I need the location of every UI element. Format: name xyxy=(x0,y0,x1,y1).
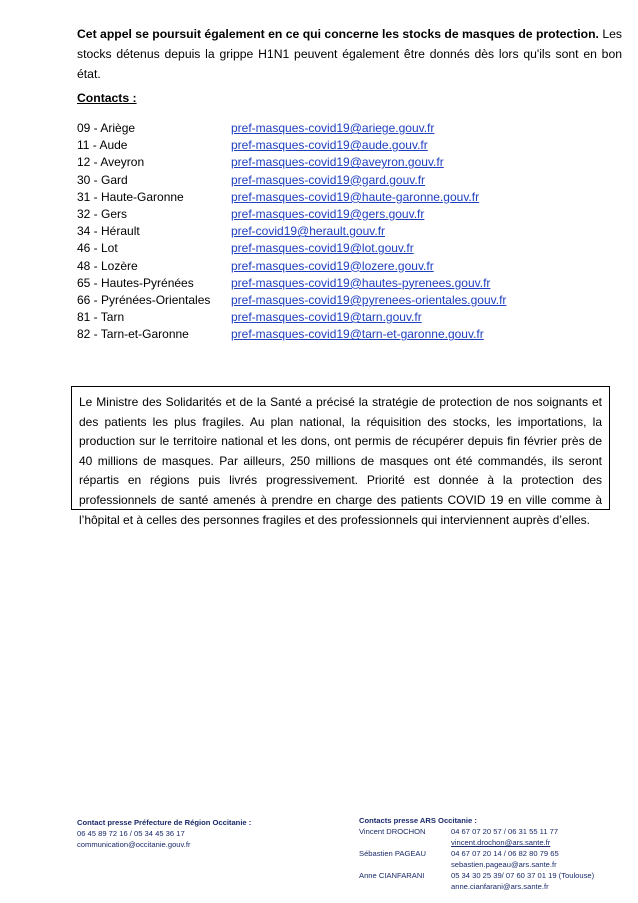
contact-dept: 65 - Hautes-Pyrénées xyxy=(77,275,194,290)
contact-dept: 34 - Hérault xyxy=(77,224,140,239)
contact-row xyxy=(77,137,557,154)
contact-dept: 81 - Tarn xyxy=(77,310,125,325)
contact-row xyxy=(77,275,557,292)
contact-email-link[interactable]: pref-masques-covid19@aveyron.gouv.fr xyxy=(231,155,444,170)
ars-contact-row xyxy=(359,826,619,837)
contact-email-link[interactable]: pref-masques-covid19@ariege.gouv.fr xyxy=(231,121,435,135)
contact-email-link[interactable]: pref-masques-covid19@hautes-pyrenees.gouv.fr xyxy=(231,275,491,290)
contact-email-link[interactable]: pref-masques-covid19@gers.gouv.fr xyxy=(231,206,425,221)
ars-contact-name: Vincent DROCHON xyxy=(359,827,426,836)
ars-contact-email[interactable]: vincent.drochon@ars.sante.fr xyxy=(451,838,551,847)
ars-contact-row xyxy=(359,881,619,892)
ars-contact-name: Sébastien PAGEAU xyxy=(359,849,426,858)
contact-dept: 09 - Ariège xyxy=(77,121,136,135)
contact-dept: 82 - Tarn-et-Garonne xyxy=(77,327,189,342)
contact-email-link[interactable]: pref-masques-covid19@lozere.gouv.fr xyxy=(231,258,434,273)
contact-dept: 11 - Aude xyxy=(77,138,128,153)
contact-dept: 31 - Haute-Garonne xyxy=(77,189,184,204)
contact-email-link[interactable]: pref-masques-covid19@haute-garonne.gouv.fr xyxy=(231,189,480,204)
footer-left-phone: 06 45 89 72 16 / 05 34 45 36 17 xyxy=(77,829,185,838)
ars-contact-row xyxy=(359,870,619,881)
contact-row xyxy=(77,240,557,257)
contact-dept: 46 - Lot xyxy=(77,241,118,256)
ministry-info-text: Le Ministre des Solidarités et de la Santé a précisé la stratégie de protection de nos soignants et des patients les plus fragiles. Au plan national, la réquisition des stocks, les importations, la production sur le territoire national et les dons, ont permis de récupérer depuis fin février près de 40 millions de masques. Par ailleurs, 250 millions de masques ont été commandés, ils seront répartis en régions puis livrés progressivement. Priorité est donnée à la protection des professionnels de santé amenés à prendre en charge des patients COVID 19 en ville comme à l’hôpital et à celles des personnes fragiles et des professionnels qui interviennent auprès d’elles. xyxy=(79,395,602,527)
ars-contact-row xyxy=(359,859,619,870)
contact-email-link[interactable]: pref-masques-covid19@lot.gouv.fr xyxy=(231,241,414,256)
contact-row xyxy=(77,309,557,326)
contact-email-link[interactable]: pref-masques-covid19@pyrenees-orientales.gouv.fr xyxy=(231,292,507,307)
contact-email-link[interactable]: pref-masques-covid19@tarn-et-garonne.gouv.fr xyxy=(231,327,484,342)
intro-rest-text: Les stocks détenus depuis la grippe H1N1 peuvent également être donnés dès lors qu'ils sont en bon état. xyxy=(77,27,622,81)
contact-dept: 12 - Aveyron xyxy=(77,155,145,170)
contact-row xyxy=(77,326,557,343)
contact-row xyxy=(77,258,557,275)
contact-row xyxy=(77,223,557,240)
ars-contact-phone: 05 34 30 25 39/ 07 60 37 01 19 (Toulouse) xyxy=(451,871,595,880)
contact-row xyxy=(77,206,557,223)
contact-row xyxy=(77,120,557,137)
contact-email-link[interactable]: pref-covid19@herault.gouv.fr xyxy=(231,224,386,239)
footer-left-email[interactable]: communication@occitanie.gouv.fr xyxy=(77,840,191,849)
ars-contact-name: Anne CIANFARANI xyxy=(359,871,425,880)
ars-contact-phone: 04 67 07 20 57 / 06 31 55 11 77 xyxy=(451,827,559,836)
contact-dept: 48 - Lozère xyxy=(77,258,138,273)
contact-email-link[interactable]: pref-masques-covid19@tarn.gouv.fr xyxy=(231,310,422,325)
intro-paragraph xyxy=(77,24,622,84)
contacts-list xyxy=(77,120,557,343)
contact-row xyxy=(77,172,557,189)
ars-contact-email[interactable]: sebastien.pageau@ars.sante.fr xyxy=(451,860,557,869)
ars-contact-row xyxy=(359,837,619,848)
contact-email-link[interactable]: pref-masques-covid19@gard.gouv.fr xyxy=(231,172,426,187)
contact-row xyxy=(77,292,557,309)
contact-email-link[interactable]: pref-masques-covid19@aude.gouv.fr xyxy=(231,138,428,153)
ars-contact-row xyxy=(359,848,619,859)
contact-row xyxy=(77,154,557,171)
ministry-info-box xyxy=(71,386,610,527)
contact-dept: 66 - Pyrénées-Orientales xyxy=(77,292,211,307)
footer-left-title: Contact presse Préfecture de Région Occitanie : xyxy=(77,818,252,827)
footer-prefecture-contact xyxy=(77,817,251,850)
contact-dept: 32 - Gers xyxy=(77,206,128,221)
ars-contact-phone: 04 67 07 20 14 / 06 82 80 79 65 xyxy=(451,849,559,858)
contact-row xyxy=(77,189,557,206)
footer-right-title: Contacts presse ARS Occitanie : xyxy=(359,816,477,825)
contact-dept: 30 - Gard xyxy=(77,172,128,187)
intro-bold-text: Cet appel se poursuit également en ce qui concerne les stocks de masques de protection. xyxy=(77,27,599,41)
footer-ars-contact xyxy=(359,815,619,892)
contacts-title: Contacts : xyxy=(77,91,137,105)
ars-contact-email[interactable]: anne.cianfarani@ars.sante.fr xyxy=(451,882,549,891)
